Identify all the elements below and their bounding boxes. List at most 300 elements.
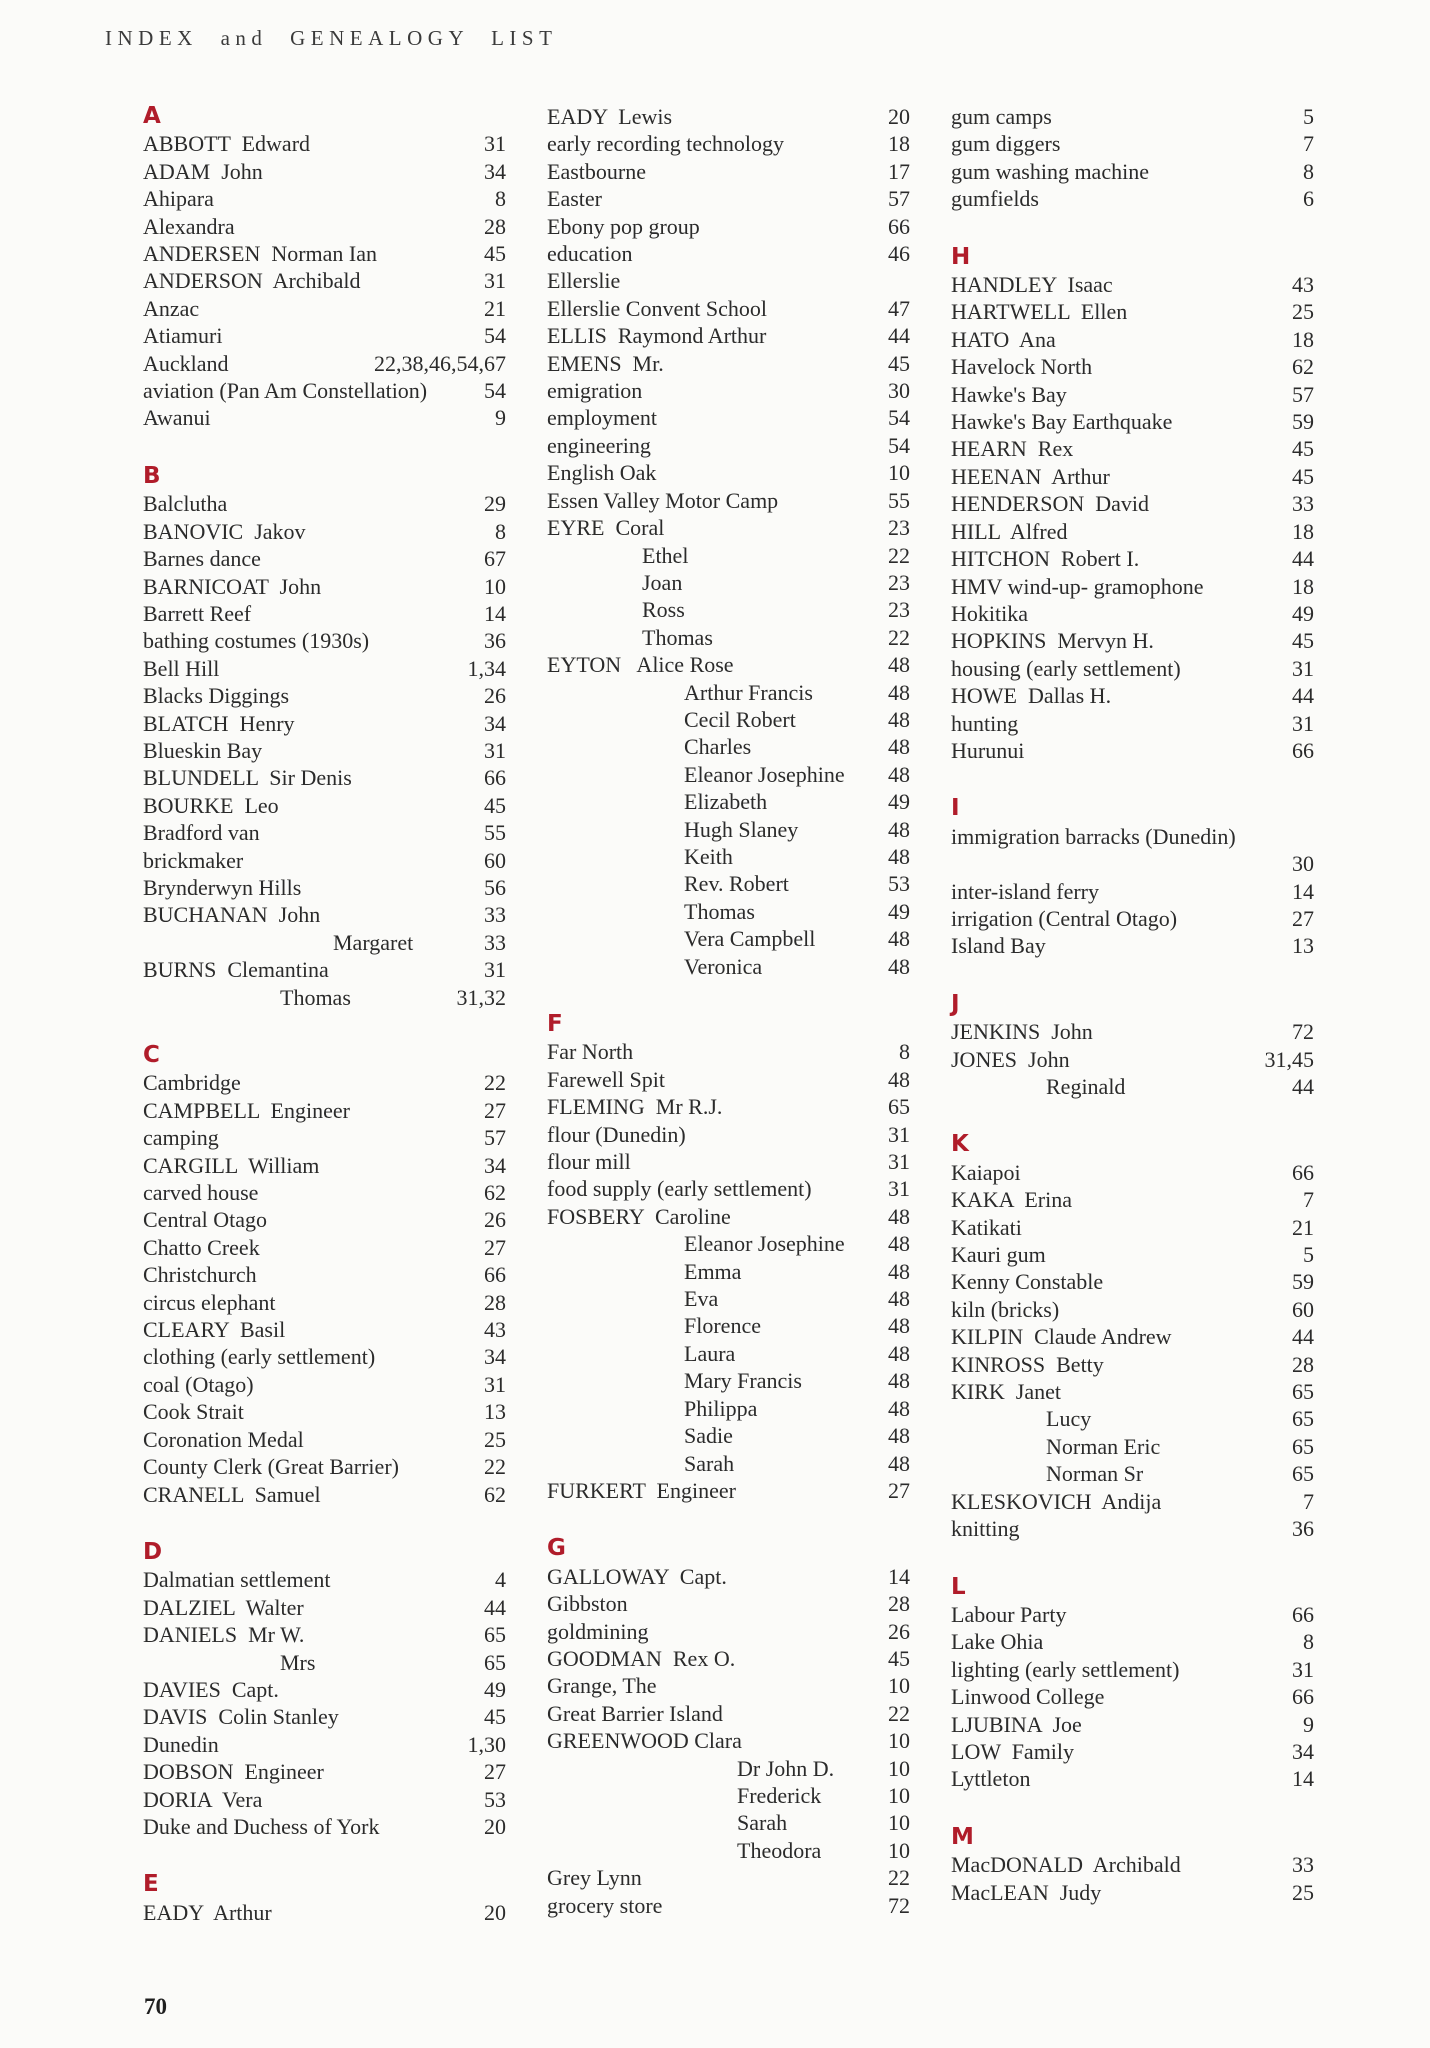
entry-pages: 45 [1292,436,1314,462]
entry-label: Thomas [280,984,351,1010]
entry-pages: 22 [888,624,910,650]
entry-label: English Oak [547,460,657,486]
entry-label: Hugh Slaney [684,816,799,842]
entry-pages: 55 [888,487,910,513]
entry-pages: 65 [484,1622,506,1648]
entry-label: immigration barracks (Dunedin) [951,823,1236,849]
index-entry [547,1755,910,1782]
index-entry [547,1148,910,1175]
index-entry [547,816,910,843]
entry-pages: 20 [484,1813,506,1839]
entry-pages: 31 [484,737,506,763]
index-entry [143,1566,506,1593]
entry-pages: 6 [1303,186,1314,212]
entry-pages: 23 [888,597,910,623]
entry-pages: 31 [484,1371,506,1397]
index-entry [143,1371,506,1398]
entry-pages: 49 [888,898,910,924]
entry-label: Cook Strait [143,1399,244,1425]
entry-pages: 9 [1303,1711,1314,1737]
index-entry [547,1727,910,1754]
entry-label: gumfields [951,186,1039,212]
index-entry [143,929,506,956]
index-entry [143,1343,506,1370]
entry-pages: 26 [888,1618,910,1644]
index-entry [951,1214,1314,1241]
entry-label: Joan [642,569,683,595]
entry-label: Theodora [737,1837,822,1863]
index-entry [143,322,506,349]
index-entry [547,103,910,130]
entry-pages: 21 [1292,1214,1314,1240]
index-entry [547,267,910,294]
entry-pages: 59 [1292,1269,1314,1295]
entry-pages: 5 [1303,1242,1314,1268]
index-columns [143,103,1314,1926]
index-section [547,103,910,980]
entry-pages: 13 [484,1399,506,1425]
entry-label: Hawke's Bay [951,381,1067,407]
index-entry [547,843,910,870]
index-entry [547,1563,910,1590]
section-letter: M [951,1823,974,1850]
entry-label: Bell Hill [143,655,220,681]
entry-label: BLUNDELL Sir Denis [143,765,352,791]
entry-pages: 8 [1303,158,1314,184]
index-entry [143,404,506,431]
entry-pages: 48 [888,1368,910,1394]
entry-pages: 30 [1292,851,1314,877]
entry-pages: 23 [888,515,910,541]
index-entry [143,1398,506,1425]
entry-pages: 66 [888,213,910,239]
index-entry [143,737,506,764]
index-entry [143,490,506,517]
entry-label: HMV wind-up- gramophone [951,573,1204,599]
entry-label: Kauri gum [951,1242,1046,1268]
index-entry [951,545,1314,572]
index-section [951,991,1314,1101]
index-entry [143,295,506,322]
entry-label: Christchurch [143,1262,257,1288]
index-entry [951,381,1314,408]
index-entry [143,1261,506,1288]
entry-pages: 57 [888,186,910,212]
entry-pages: 48 [888,734,910,760]
entry-pages: 59 [1292,409,1314,435]
entry-pages: 8 [495,518,506,544]
entry-label: BURNS Clemantina [143,957,329,983]
entry-pages: 31,45 [1264,1046,1314,1072]
entry-label: Katikati [951,1214,1022,1240]
index-entry [547,953,910,980]
index-entry [547,569,910,596]
entry-pages: 28 [888,1591,910,1617]
entry-label: engineering [547,432,651,458]
entry-pages: 26 [484,1207,506,1233]
index-entry [951,1765,1314,1792]
index-entry [547,322,910,349]
entry-label: carved house [143,1180,259,1206]
entry-label: Dr John D. [737,1755,835,1781]
entry-label: DANIELS Mr W. [143,1622,305,1648]
entry-pages: 48 [888,1286,910,1312]
entry-pages: 14 [888,1563,910,1589]
page-number: 70 [144,1994,167,2019]
entry-label: FURKERT Engineer [547,1477,736,1503]
entry-label: Bradford van [143,820,260,846]
entry-pages: 67 [484,546,506,572]
entry-label: Anzac [143,295,200,321]
index-entry [143,1594,506,1621]
entry-label: Elizabeth [684,789,768,815]
index-entry [547,870,910,897]
entry-label: DALZIEL Walter [143,1594,304,1620]
index-entry [951,905,1314,932]
entry-pages: 33 [484,929,506,955]
entry-pages: 62 [1292,354,1314,380]
entry-label: Ellerslie Convent School [547,295,767,321]
index-entry [143,377,506,404]
index-entry [547,1121,910,1148]
entry-label: Havelock North [951,354,1093,380]
index-entry [951,655,1314,682]
entry-pages: 66 [1292,1684,1314,1710]
entry-pages: 27 [484,1097,506,1123]
index-entry [951,1296,1314,1323]
entry-label: Ebony pop group [547,213,700,239]
index-entry [143,1649,506,1676]
entry-label: Margaret [333,929,414,955]
index-entry [951,600,1314,627]
entry-pages: 48 [888,706,910,732]
entry-pages: 20 [888,104,910,129]
index-entry [951,1879,1314,1906]
entry-pages: 36 [484,628,506,654]
entry-pages: 33 [1292,491,1314,517]
index-entry [143,1481,506,1508]
entry-pages: 8 [495,186,506,212]
section-letter: C [143,1042,160,1068]
entry-label: Thomas [684,898,755,924]
index-entry [951,326,1314,353]
entry-label: KIRK Janet [951,1379,1061,1405]
entry-pages: 29 [484,491,506,517]
entry-label: kiln (bricks) [951,1296,1060,1322]
index-entry [143,267,506,294]
entry-label: Alexandra [143,213,235,239]
index-entry [951,298,1314,325]
index-entry [951,737,1314,764]
index-entry [951,627,1314,654]
index-entry [951,490,1314,517]
entry-pages: 20 [484,1899,506,1925]
entry-label: HOWE Dallas H. [951,683,1112,709]
entry-pages: 33 [484,902,506,928]
index-column [547,103,910,1919]
index-entry [951,1405,1314,1432]
entry-pages: 44 [1292,683,1314,709]
index-entry [951,682,1314,709]
entry-label: Barnes dance [143,546,261,572]
entry-pages: 28 [1292,1351,1314,1377]
entry-pages: 22 [888,1700,910,1726]
entry-pages: 7 [1303,1488,1314,1514]
entry-label: HITCHON Robert I. [951,546,1140,572]
index-entry [143,600,506,627]
entry-label: BLATCH Henry [143,710,295,736]
entry-pages: 65 [1292,1461,1314,1487]
entry-label: brickmaker [143,847,244,873]
entry-label: EMENS Mr. [547,350,664,376]
entry-label: EYRE Coral [547,515,665,541]
index-section [547,1011,910,1504]
entry-label: Eleanor Josephine [684,761,845,787]
entry-pages: 1,30 [467,1731,506,1757]
entry-label: Barrett Reef [143,600,252,626]
entry-pages: 34 [484,710,506,736]
entry-label: BOURKE Leo [143,792,279,818]
index-entry [547,1618,910,1645]
entry-label: CAMPBELL Engineer [143,1097,350,1123]
entry-pages: 34 [484,158,506,184]
entry-pages: 22 [888,1865,910,1891]
entry-label: Sarah [684,1450,735,1476]
entry-label: Veronica [684,953,763,979]
index-section [143,1042,506,1508]
section-letter: E [143,1871,159,1898]
index-entry [143,1124,506,1151]
entry-pages: 49 [888,789,910,815]
index-entry [547,295,910,322]
entry-label: Emma [684,1258,742,1284]
entry-label: circus elephant [143,1289,276,1315]
entry-pages: 66 [1292,1601,1314,1627]
index-entry [143,1426,506,1453]
entry-label: aviation (Pan Am Constellation) [143,378,428,404]
entry-label: ANDERSEN Norman Ian [143,241,378,267]
entry-label: Eastbourne [547,158,646,184]
entry-pages: 31 [1292,655,1314,681]
index-entry [547,1590,910,1617]
index-entry [143,240,506,267]
entry-pages: 46 [888,241,910,267]
entry-label: FLEMING Mr R.J. [547,1094,723,1120]
entry-label: Farewell Spit [547,1066,665,1092]
index-entry [143,1621,506,1648]
entry-label: Mary Francis [684,1368,802,1394]
entry-pages: 48 [888,1340,910,1366]
section-letter: D [143,1538,163,1565]
entry-pages: 45 [1292,463,1314,489]
index-entry [143,1206,506,1233]
entry-label: Chatto Creek [143,1234,260,1260]
index-section [951,1824,1314,1906]
entry-pages: 31 [1292,1656,1314,1682]
entry-label: housing (early settlement) [951,655,1181,681]
entry-label: Blueskin Bay [143,737,263,763]
index-entry [951,1351,1314,1378]
entry-pages: 66 [484,765,506,791]
index-entry [951,1851,1314,1878]
entry-label: camping [143,1125,219,1151]
entry-label: Hawke's Bay Earthquake [951,409,1173,435]
index-entry [951,1378,1314,1405]
entry-label: Reginald [1046,1074,1126,1099]
entry-label: KILPIN Claude Andrew [951,1324,1172,1350]
entry-label: flour (Dunedin) [547,1121,686,1147]
entry-pages: 54 [484,378,506,404]
index-entry [547,1422,910,1449]
entry-label: ANDERSON Archibald [143,268,361,294]
index-entry [951,1241,1314,1268]
index-entry [143,655,506,682]
index-entry [547,1864,910,1891]
index-entry [951,1186,1314,1213]
index-entry [547,1230,910,1257]
section-letter: J [951,990,960,1017]
entry-pages: 48 [888,652,910,678]
entry-pages: 21 [484,295,506,321]
entry-label: MacDONALD Archibald [951,1852,1181,1878]
entry-label: goldmining [547,1618,649,1644]
entry-label: early recording technology [547,131,785,157]
entry-label: Cecil Robert [684,706,796,732]
index-entry [547,706,910,733]
entry-label: CLEARY Basil [143,1317,286,1343]
entry-pages: 31 [888,1176,910,1202]
entry-pages: 47 [888,295,910,321]
entry-label: Sadie [684,1423,733,1449]
index-entry [547,1066,910,1093]
entry-label: KINROSS Betty [951,1351,1104,1377]
entry-label: DOBSON Engineer [143,1759,324,1785]
index-entry [143,1316,506,1343]
index-entry [951,353,1314,380]
entry-label: hunting [951,710,1019,736]
entry-pages: 48 [888,816,910,842]
index-entry [143,1731,506,1758]
index-entry [143,1786,506,1813]
index-entry [951,463,1314,490]
entry-label: Brynderwyn Hills [143,874,302,900]
index-entry [547,1175,910,1202]
entry-pages: 14 [484,600,506,626]
entry-label: KAKA Erina [951,1187,1072,1213]
index-entry [547,1367,910,1394]
entry-pages: 10 [888,1728,910,1754]
entry-label: BARNICOAT John [143,573,322,599]
entry-label: Central Otago [143,1207,268,1233]
index-entry [547,1782,910,1809]
entry-pages: 27 [1292,905,1314,931]
index-entry [547,1892,910,1919]
entry-label: Gibbston [547,1591,628,1617]
index-column [143,103,506,1926]
index-entry [143,1289,506,1316]
index-entry [547,487,910,514]
index-entry [143,627,506,654]
entry-pages: 27 [888,1477,910,1503]
entry-label: HARTWELL Ellen [951,299,1128,325]
entry-label: Eleanor Josephine [684,1231,845,1257]
entry-pages: 53 [888,871,910,897]
entry-pages: 9 [495,405,506,431]
entry-pages: 48 [888,1423,910,1449]
entry-pages: 49 [1292,600,1314,626]
index-entry [951,1656,1314,1683]
index-entry [547,404,910,431]
index-entry [951,1628,1314,1655]
entry-pages: 26 [484,683,506,709]
entry-pages: 43 [1292,272,1314,298]
entry-label: Coronation Medal [143,1426,304,1452]
index-section [547,1535,910,1919]
index-entry [547,1645,910,1672]
entry-label: Hokitika [951,600,1028,626]
entry-pages: 23 [888,569,910,595]
entry-pages: 55 [484,820,506,846]
index-entry [143,1234,506,1261]
index-entry [143,874,506,901]
entry-label: HEENAN Arthur [951,463,1110,489]
entry-pages: 13 [1292,933,1314,959]
index-entry [547,925,910,952]
page-title: INDEX and GENEALOGY LIST [105,26,558,50]
entry-pages: 31 [484,268,506,294]
index-entry [951,1460,1314,1487]
index-entry [547,651,910,678]
entry-pages: 14 [1292,878,1314,904]
entry-pages: 48 [888,953,910,979]
entry-pages: 1,34 [467,655,506,681]
entry-label: Laura [684,1340,736,1366]
entry-pages: 48 [888,1203,910,1229]
entry-pages: 10 [888,1673,910,1699]
entry-label: Thomas [642,624,713,650]
entry-label: Lucy [1046,1406,1092,1432]
index-entry [143,350,506,377]
index-entry [547,1203,910,1230]
entry-pages: 27 [484,1234,506,1260]
entry-label: Rev. Robert [684,871,789,897]
index-entry [547,1093,910,1120]
entry-label: Labour Party [951,1601,1067,1627]
entry-label: employment [547,405,657,431]
entry-label: Frederick [737,1782,822,1808]
index-entry [143,545,506,572]
index-entry [547,624,910,651]
entry-label: education [547,241,633,267]
entry-label: Atiamuri [143,323,223,349]
index-entry [547,432,910,459]
index-entry [143,792,506,819]
entry-pages: 22,38,46,54,67 [374,350,506,376]
entry-pages: 33 [1292,1852,1314,1878]
entry-label: Cambridge [143,1070,241,1096]
entry-pages: 34 [1292,1738,1314,1764]
entry-label: gum washing machine [951,158,1149,184]
entry-label: LOW Family [951,1738,1075,1764]
entry-pages: 17 [888,158,910,184]
index-entry [547,1700,910,1727]
entry-label: KLESKOVICH Andija [951,1488,1162,1514]
section-letter: I [951,795,960,822]
index-entry [951,103,1314,130]
index-entry [143,213,506,240]
index-entry [951,1488,1314,1515]
entry-label: grocery store [547,1892,663,1918]
